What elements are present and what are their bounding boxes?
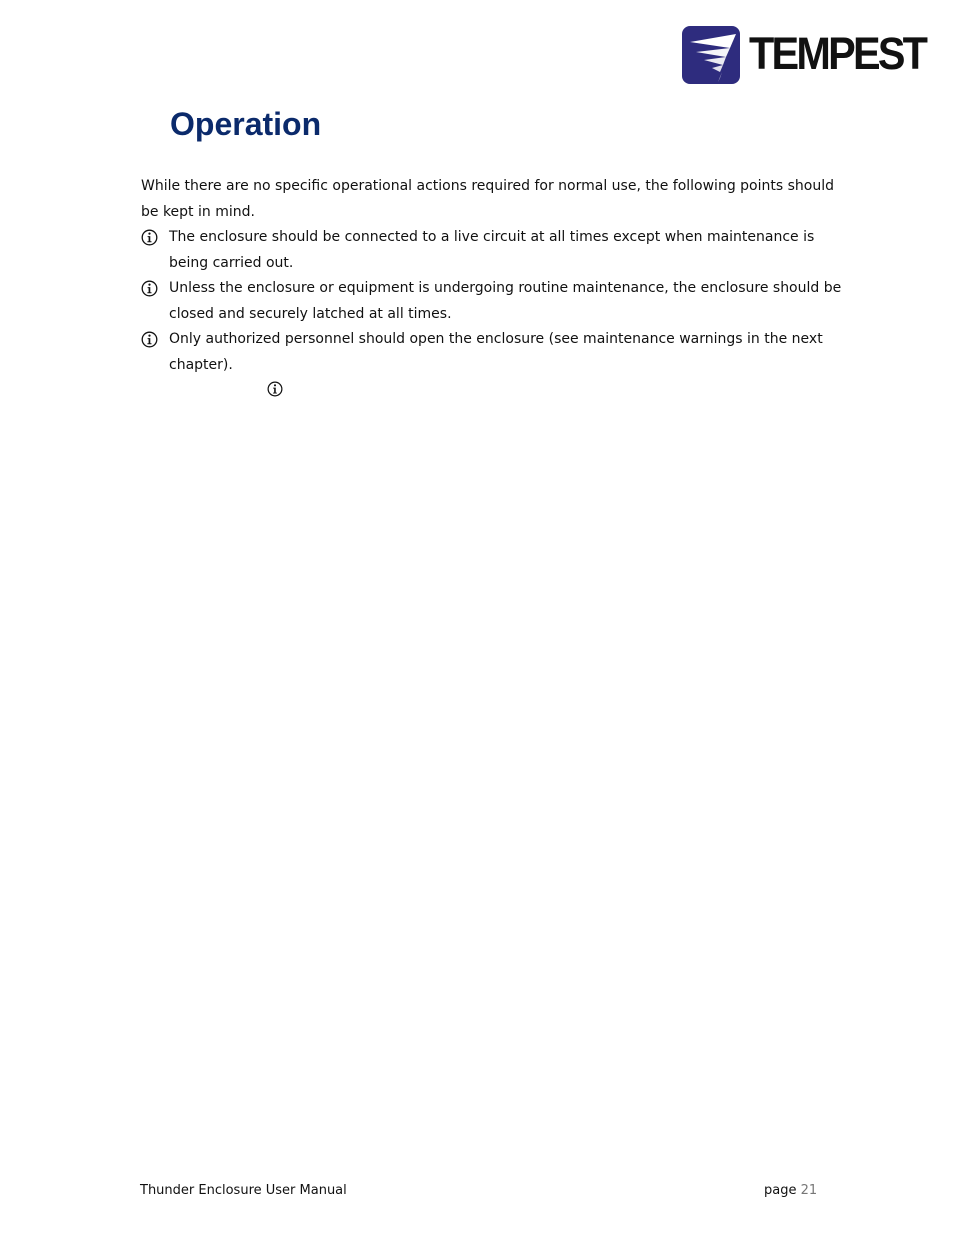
info-circle-icon [267, 381, 283, 397]
bullet-item [141, 327, 846, 378]
info-circle-icon [141, 280, 158, 297]
brand-name: TEMPEST [749, 28, 926, 79]
info-circle-icon [141, 229, 158, 246]
bullet-text: Only authorized personnel should open the enclosure (see maintenance warnings in the next chapter). [169, 331, 823, 373]
footer-manual-title: Thunder Enclosure User Manual [140, 1183, 347, 1198]
bullet-item [141, 276, 846, 327]
info-circle-icon [141, 331, 158, 348]
bullet-text: The enclosure should be connected to a live circuit at all times except when maintenance is being carried out. [169, 229, 815, 271]
tempest-logo-icon [682, 26, 740, 84]
page-number: 21 [800, 1183, 818, 1198]
footer-page [764, 1182, 817, 1200]
body-content [141, 174, 846, 378]
intro-paragraph: While there are no specific operational actions required for normal use, the following points should be kept in mind. [141, 178, 834, 220]
bullet-text: Unless the enclosure or equipment is undergoing routine maintenance, the enclosure should be closed and securely latched at all times. [169, 280, 842, 322]
page-label: page [764, 1183, 797, 1198]
bullet-item [141, 225, 846, 276]
brand-logo [682, 26, 926, 84]
page-title: Operation [170, 106, 322, 142]
